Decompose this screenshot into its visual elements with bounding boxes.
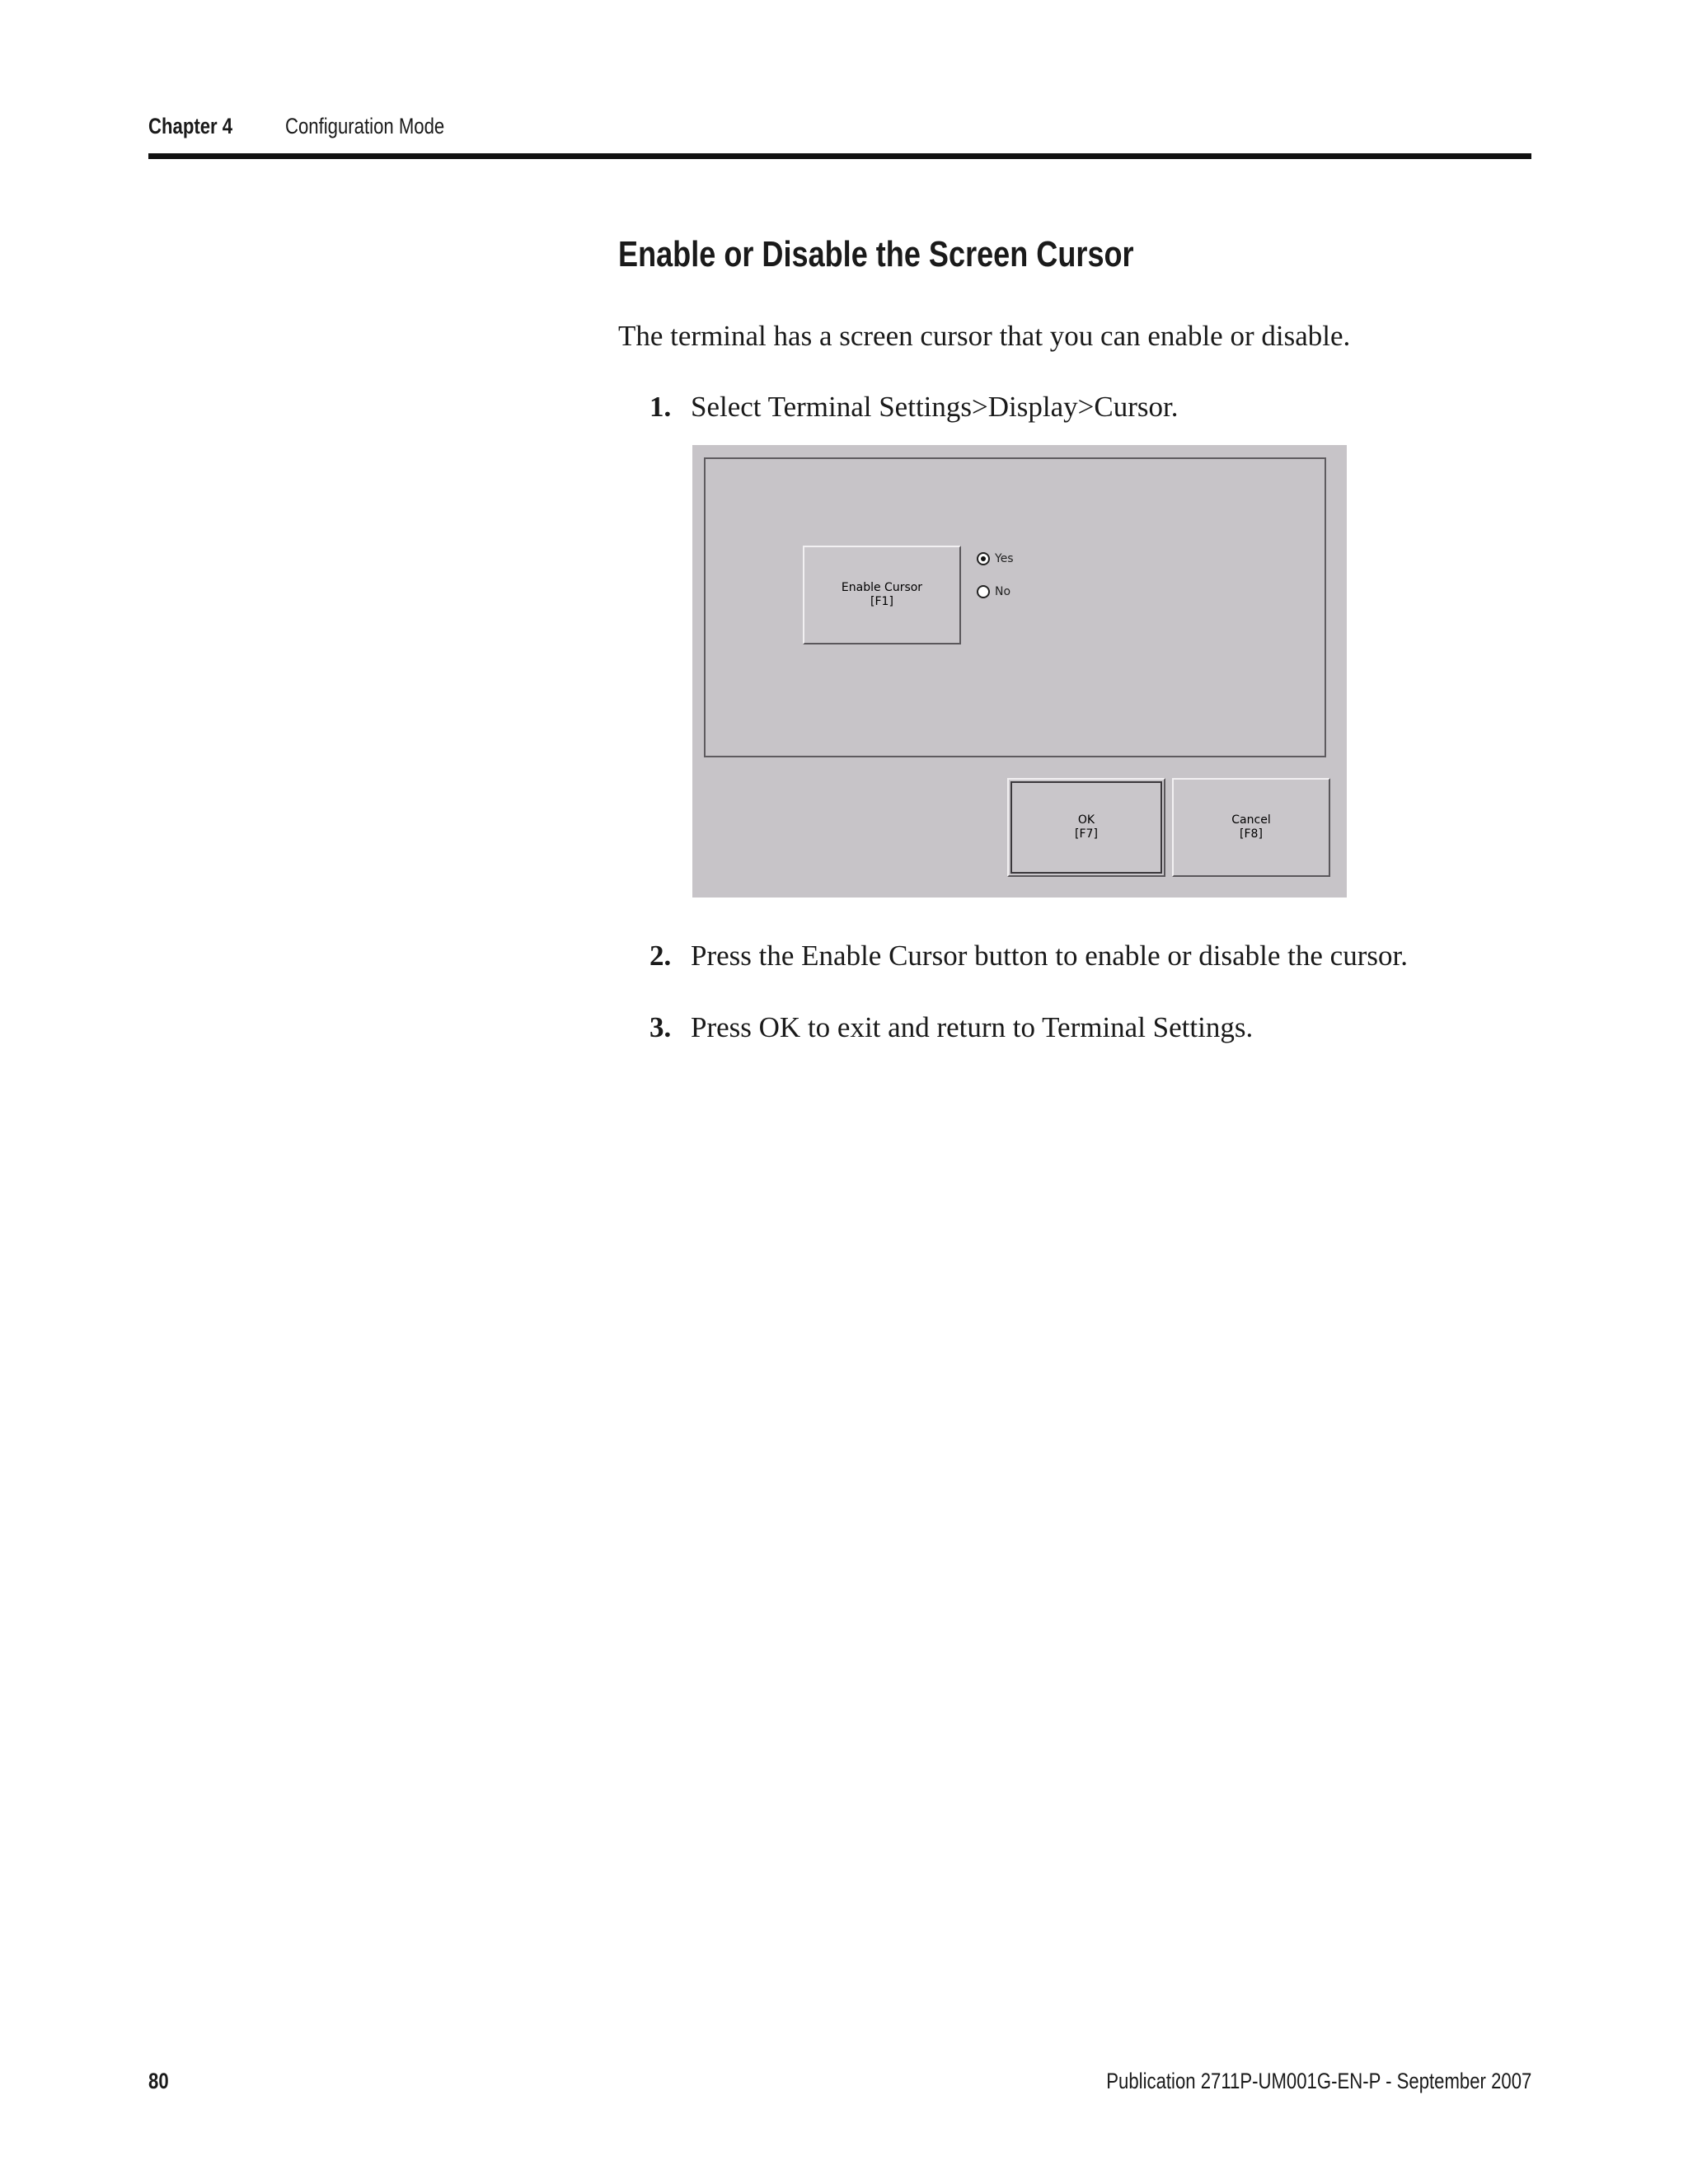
radio-no-label: No xyxy=(995,585,1011,598)
step-text: Press OK to exit and return to Terminal Settings. xyxy=(691,1011,1254,1043)
ok-key: [F7] xyxy=(1075,827,1098,841)
radio-yes[interactable] xyxy=(977,552,1014,565)
step-number: 2. xyxy=(649,940,672,972)
step-number: 3. xyxy=(649,1011,672,1043)
cancel-button[interactable] xyxy=(1172,778,1330,877)
publication-info: Publication 2711P-UM001G-EN-P - September 2007 xyxy=(1105,2069,1531,2093)
settings-panel xyxy=(704,457,1326,757)
step-2 xyxy=(649,940,1408,972)
section-label: Configuration Mode xyxy=(285,114,445,138)
chapter-label: Chapter 4 xyxy=(148,114,233,138)
enable-cursor-button[interactable] xyxy=(803,546,961,644)
terminal-screenshot xyxy=(692,445,1347,898)
cancel-label: Cancel xyxy=(1231,813,1271,827)
cancel-key: [F8] xyxy=(1240,827,1263,841)
header-rule xyxy=(148,153,1531,159)
enable-cursor-key: [F1] xyxy=(870,595,893,608)
section-title: Enable or Disable the Screen Cursor xyxy=(618,234,1134,274)
step-1 xyxy=(649,391,1178,424)
enable-cursor-label: Enable Cursor xyxy=(841,581,923,594)
radio-no[interactable] xyxy=(977,585,1010,598)
step-number: 1. xyxy=(649,391,672,423)
step-text: Press the Enable Cursor button to enable or disable the cursor. xyxy=(691,940,1408,972)
ok-label: OK xyxy=(1077,813,1095,827)
intro-paragraph: The terminal has a screen cursor that you can enable or disable. xyxy=(618,320,1351,352)
radio-yes-label: Yes xyxy=(995,552,1014,565)
step-3 xyxy=(649,1011,1253,1044)
step-text: Select Terminal Settings>Display>Cursor. xyxy=(691,391,1179,423)
radio-unselected-icon xyxy=(977,585,990,598)
radio-selected-icon xyxy=(977,552,990,565)
page-number: 80 xyxy=(148,2069,169,2093)
ok-button[interactable] xyxy=(1007,778,1165,877)
